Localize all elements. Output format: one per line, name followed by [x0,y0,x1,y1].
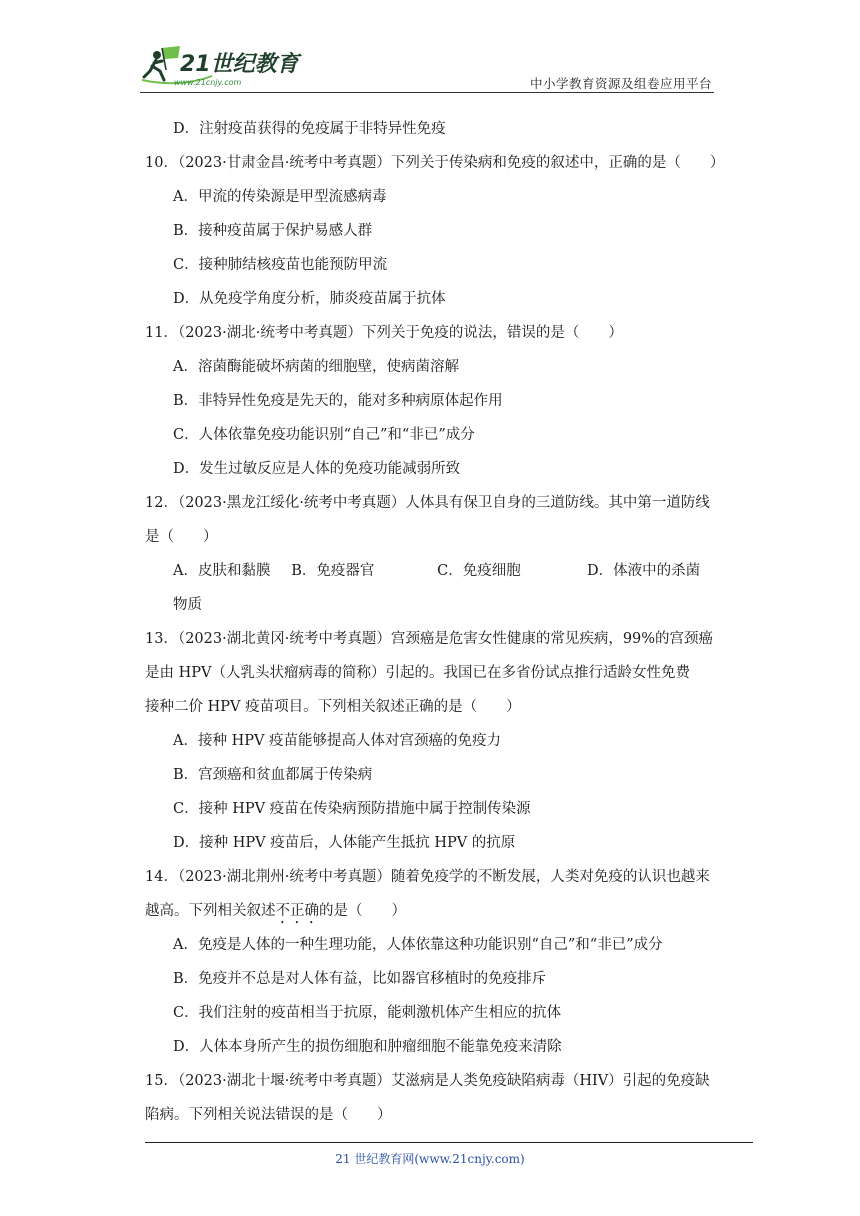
answer-option: A．甲流的传染源是甲型流感病毒 [173,189,387,205]
question-text: 15．（2023·湖北十堰·统考中考真题）艾滋病是人类免疫缺陷病毒（HIV）引起的免疫缺 [145,1073,710,1089]
site-tagline: 中小学教育资源及组卷应用平台 [529,76,712,91]
footer-site-link[interactable]: 21 世纪教育网(www.21cnjy.com) [335,1152,525,1166]
question-text [145,894,725,928]
answer-option: 物质 [173,597,202,613]
question-text-part: 越高。下列相关叙述 [145,903,276,919]
question-text: 是（ ） [145,529,218,545]
answer-option: D．从免疫学角度分析，肺炎疫苗属于抗体 [173,291,446,307]
answer-option: A．免疫是人体的一种生理功能，人体依靠这种功能识别“自己”和“非已”成分 [173,937,663,953]
header-divider [140,92,714,93]
question-text: 陷病。下列相关说法错误的是（ ） [145,1107,392,1123]
answer-option: C．接种肺结核疫苗也能预防甲流 [173,257,388,273]
answer-option: D．体液中的杀菌 [587,563,701,579]
svg-text:www.21cnjy.com: www.21cnjy.com [174,78,242,87]
answer-option: A．溶菌酶能破坏病菌的细胞壁，使病菌溶解 [173,359,459,375]
answer-option: D．接种 HPV 疫苗后，人体能产生抵抗 HPV 的抗原 [173,835,516,851]
question-text: 12．（2023·黑龙江绥化·统考中考真题）人体具有保卫自身的三道防线。其中第一道防线 [145,495,710,511]
question-text: 接种二价 HPV 疫苗项目。下列相关叙述正确的是（ ） [145,699,521,715]
answer-option: B．非特异性免疫是先天的，能对多种病原体起作用 [173,393,503,409]
answer-option: B．接种疫苗属于保护易感人群 [173,223,373,239]
question-text: 11．（2023·湖北·统考中考真题）下列关于免疫的说法，错误的是（ ） [145,325,623,341]
answer-option: B．宫颈癌和贫血都属于传染病 [173,767,373,783]
emphasized-text: 不正确 [275,903,319,919]
site-logo [140,44,310,90]
question-text: 13．（2023·湖北黄冈·统考中考真题）宫颈癌是危害女性健康的常见疾病，99%的宫颈癌 [145,631,714,647]
answer-option: C．免疫细胞 [437,563,521,579]
answer-option: B．免疫器官 [291,563,375,579]
question-text-part: 的是（ ） [319,903,406,919]
question-text: 是由 HPV（人乳头状瘤病毒的简称）引起的。我国已在多省份试点推行适龄女性免费 [145,665,690,681]
answer-option: D．注射疫苗获得的免疫属于非特异性免疫 [173,121,446,137]
answer-option: B．免疫并不总是对人体有益，比如器官移植时的免疫排斥 [173,971,547,987]
answer-option: D．人体本身所产生的损伤细胞和肿瘤细胞不能靠免疫来清除 [173,1039,562,1055]
answer-option: A．接种 HPV 疫苗能够提高人体对宫颈癌的免疫力 [173,733,502,749]
question-list [145,112,725,1132]
page-header [140,44,712,92]
answer-option: A．皮肤和黏膜 [173,563,271,579]
answer-option: D．发生过敏反应是人体的免疫功能减弱所致 [173,461,461,477]
answer-options-row [145,554,725,588]
footer-divider [145,1142,753,1143]
answer-option: C．接种 HPV 疫苗在传染病预防措施中属于控制传染源 [173,801,531,817]
answer-option: C．我们注射的疫苗相当于抗原，能刺激机体产生相应的抗体 [173,1005,562,1021]
answer-option: C．人体依靠免疫功能识别“自己”和“非已”成分 [173,427,475,443]
question-text: 14．（2023·湖北荆州·统考中考真题）随着免疫学的不断发展，人类对免疫的认识也越来 [145,869,710,885]
question-text: 10．（2023·甘肃金昌·统考中考真题）下列关于传染病和免疫的叙述中，正确的是（ ） [145,155,725,171]
svg-text:21世纪教育: 21世纪教育 [180,52,299,77]
runner-logo-icon [140,44,310,90]
